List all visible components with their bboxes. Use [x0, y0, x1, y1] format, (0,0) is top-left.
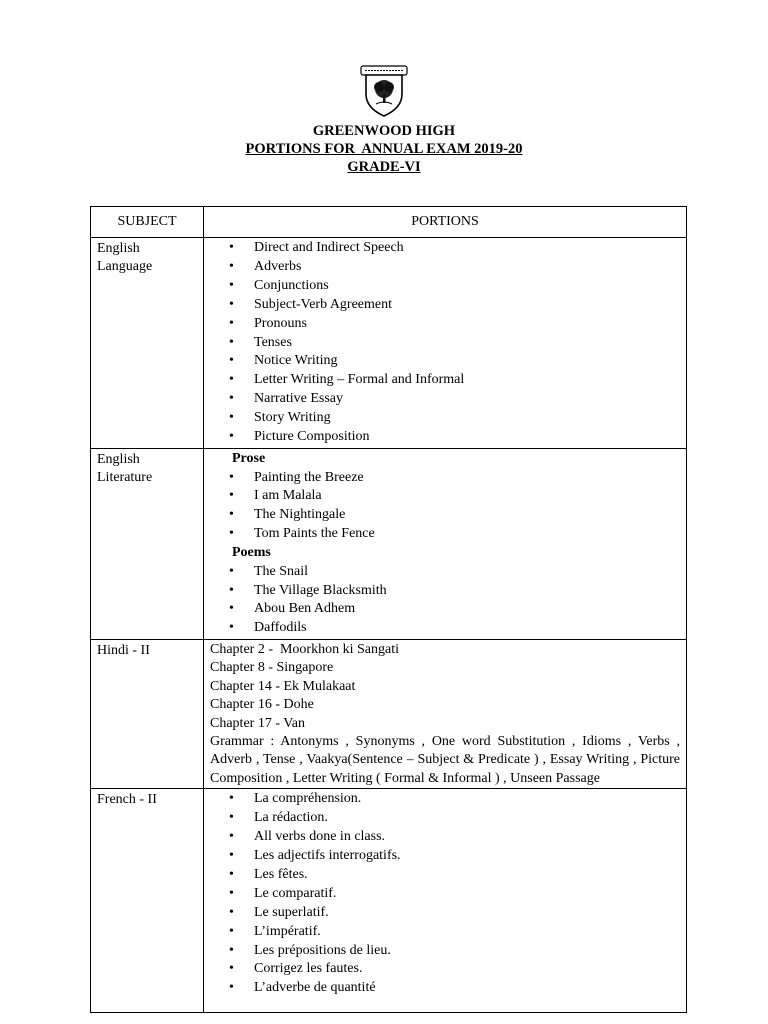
portions-cell [204, 238, 687, 449]
subject-cell: French - II [91, 789, 204, 1013]
list-item: • The Nightingale [208, 506, 686, 525]
list-item: • Adverbs [208, 258, 686, 277]
list-item: • L’adverbe de quantité [208, 979, 686, 998]
list-item: • Le comparatif. [208, 885, 686, 904]
subject-header: SUBJECT [91, 207, 204, 238]
list-item: • Subject-Verb Agreement [208, 296, 686, 315]
portions-table [90, 206, 687, 1013]
table-header-row [91, 207, 687, 238]
list-item: • Tenses [208, 334, 686, 353]
list-item: • The Village Blacksmith [208, 582, 686, 601]
subject-cell: English Language [91, 238, 204, 449]
bullet-list [208, 563, 686, 639]
grammar-topics: Grammar : Antonyms , Synonyms , One word Substitution , Idioms , Verbs , Adverb , Tense , Vaakya(Sentence – Subject & Predicate ) , Essay Writing , Picture Composition , Letter Writing ( Formal & Informal ) , Unseen Passage [210, 734, 680, 786]
portions-cell [204, 640, 687, 789]
list-item: • Tom Paints the Fence [208, 525, 686, 544]
list-item: • Les prépositions de lieu. [208, 942, 686, 961]
grade-label: GRADE-VI [347, 159, 421, 175]
table-row [91, 449, 687, 640]
list-item: • Corrigez les fautes. [208, 960, 686, 979]
portions-header: PORTIONS [204, 207, 687, 238]
list-item: • L’impératif. [208, 923, 686, 942]
table-row [91, 789, 687, 1013]
list-item: • Abou Ben Adhem [208, 600, 686, 619]
school-logo [352, 60, 416, 120]
school-name: GREENWOOD HIGH [312, 123, 456, 139]
list-item: • Les fêtes. [208, 866, 686, 885]
subject-cell: Hindi - II [91, 640, 204, 789]
list-item: • Painting the Breeze [208, 469, 686, 488]
list-item: • Notice Writing [208, 352, 686, 371]
list-item: • Letter Writing – Formal and Informal [208, 371, 686, 390]
list-item: Chapter 17 - Van [210, 715, 305, 731]
portions-cell [204, 449, 687, 640]
subject-cell: English Literature [91, 449, 204, 640]
list-item: • The Snail [208, 563, 686, 582]
list-item: • Daffodils [208, 619, 686, 638]
list-item: Chapter 14 - Ek Mulakaat [210, 678, 356, 694]
list-item: • Pronouns [208, 315, 686, 334]
list-item: • All verbs done in class. [208, 828, 686, 847]
list-item: • Direct and Indirect Speech [208, 239, 686, 258]
list-item: • Le superlatif. [208, 904, 686, 923]
list-item: • Conjunctions [208, 277, 686, 296]
exam-title: PORTIONS FOR ANNUAL EXAM 2019-20 [245, 141, 523, 157]
list-item: • Les adjectifs interrogatifs. [208, 847, 686, 866]
crest-icon [352, 60, 416, 120]
list-item: • La compréhension. [208, 790, 686, 809]
bullet-list [208, 790, 686, 998]
bullet-list [208, 469, 686, 545]
list-item: • Story Writing [208, 409, 686, 428]
list-item: Chapter 2 - Moorkhon ki Sangati [210, 642, 399, 657]
poems-heading: Poems [232, 545, 271, 561]
prose-heading: Prose [232, 451, 266, 466]
table-row [91, 640, 687, 789]
list-item: • Picture Composition [208, 428, 686, 447]
bullet-list [208, 239, 686, 447]
list-item: Chapter 8 - Singapore [210, 660, 334, 676]
portions-cell [204, 789, 687, 1013]
list-item: • I am Malala [208, 487, 686, 506]
list-item: Chapter 16 - Dohe [210, 697, 314, 713]
chapter-list [208, 641, 686, 788]
list-item: • La rédaction. [208, 809, 686, 828]
table-row [91, 238, 687, 449]
list-item: • Narrative Essay [208, 390, 686, 409]
